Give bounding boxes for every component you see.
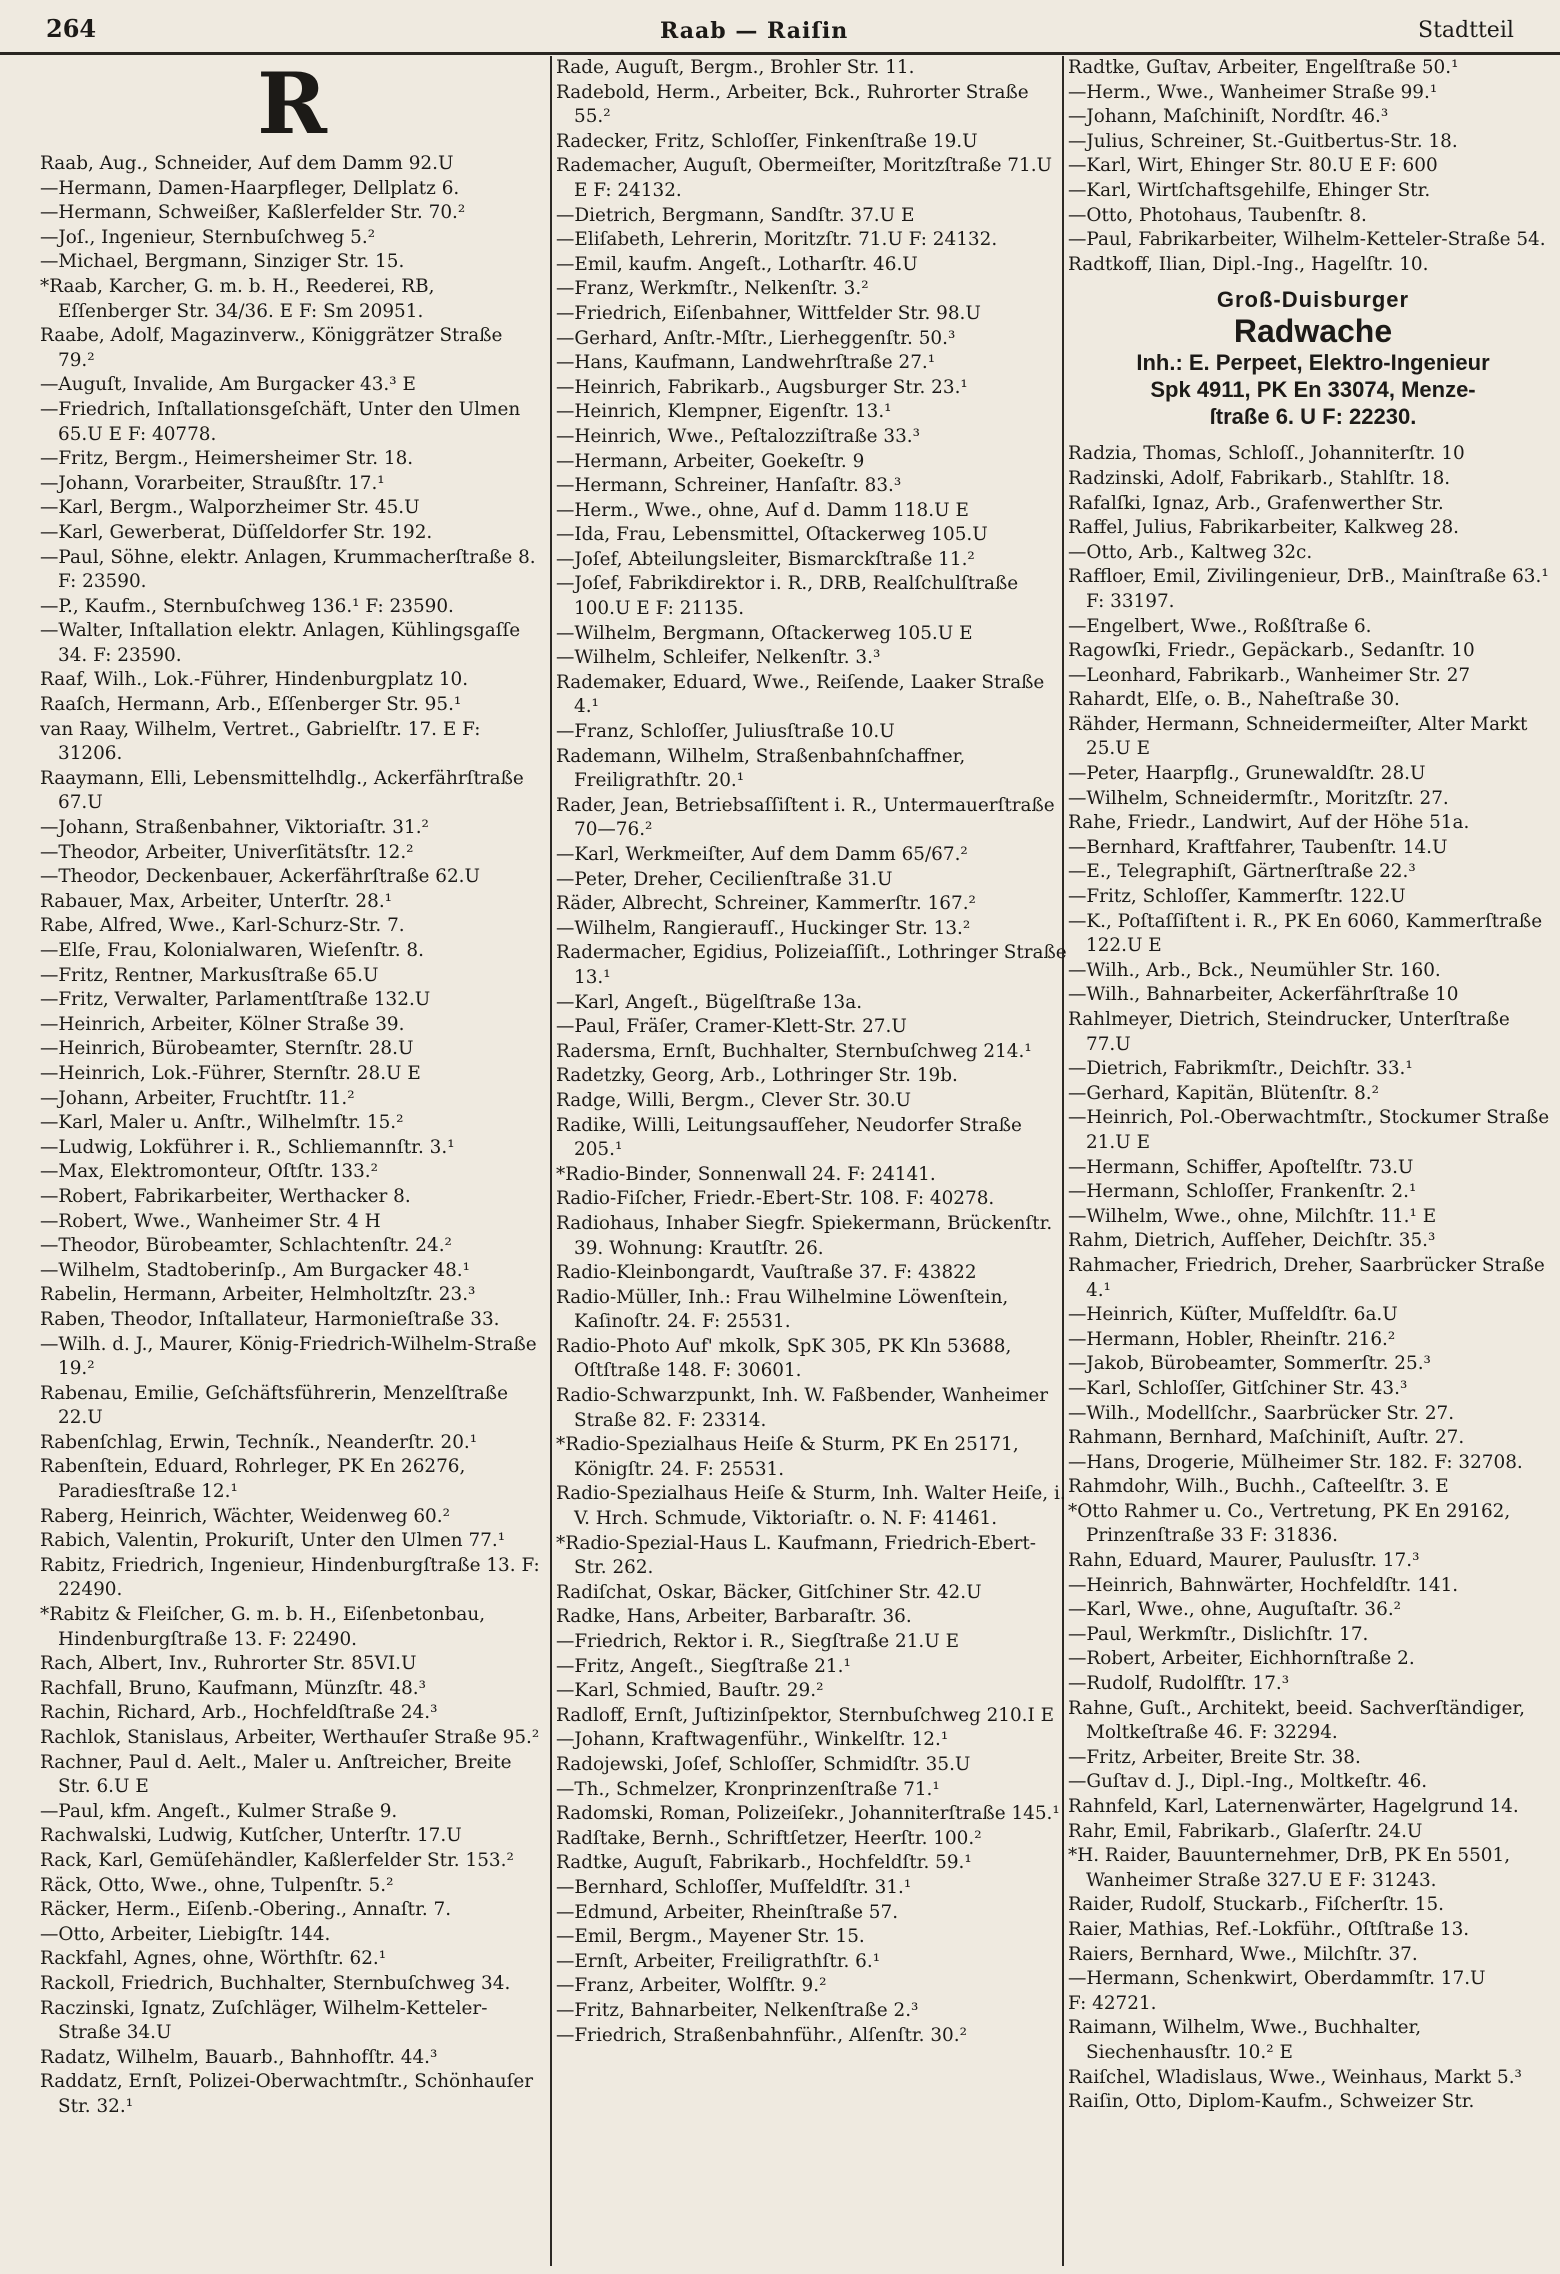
directory-entry: —Otto, Arbeiter, Liebigſtr. 144.: [40, 1923, 331, 1945]
directory-entry: Rabenſchlag, Erwin, Techník., Neanderſtr. 20.¹: [40, 1431, 478, 1453]
directory-entry: Radio-Schwarzpunkt, Inh. W. Faßbender, Wanheimer Straße 82. F: 23314.: [556, 1385, 1049, 1431]
directory-entry: Radtke, Auguſt, Fabrikarb., Hochfeldſtr. 59.¹: [556, 1852, 972, 1874]
ad-line: Spk 4911, PK En 33074, Menze-: [1150, 377, 1476, 403]
directory-entry: —Emil, kaufm. Angeſt., Lotharſtr. 46.U: [556, 253, 918, 275]
directory-entry: —Fritz, Angeſt., Siegſtraße 21.¹: [556, 1655, 851, 1677]
directory-entry: —Peter, Haarpflg., Grunewaldſtr. 28.U: [1068, 763, 1426, 785]
directory-entry: Raddatz, Ernſt, Polizei-Oberwachtmſtr., Schönhauſer Str. 32.¹: [40, 2071, 534, 2117]
directory-entry: —Jakob, Bürobeamter, Sommerſtr. 25.³: [1068, 1353, 1431, 1375]
directory-entry: —Paul, Söhne, elektr. Anlagen, Krummacherſtraße 8. F: 23590.: [40, 546, 536, 593]
directory-entry: —Heinrich, Bahnwärter, Hochfeldſtr. 141.: [1068, 1574, 1459, 1596]
directory-entry: Radio-Spezialhaus Heiſe & Sturm, Inh. Walter Heiſe, i. V. Hrch. Schmude, Viktoriaſtr. o. N. F: 41461.: [556, 1483, 1066, 1530]
directory-entry: *Otto Rahmer u. Co., Vertretung, PK En 29162, Prinzenſtraße 33 F: 31836.: [1068, 1500, 1511, 1547]
directory-entry: Rack, Karl, Gemüſehändler, Kaßlerfelder Str. 153.²: [40, 1849, 514, 1871]
directory-entry: —Heinrich, Lok.-Führer, Sternſtr. 28.U E: [40, 1062, 421, 1084]
directory-entry: —Franz, Werkmſtr., Nelkenſtr. 3.²: [556, 278, 869, 300]
directory-entry: —Hermann, Schenkwirt, Oberdammſtr. 17.U: [1068, 1968, 1486, 1990]
directory-entry: —Johann, Arbeiter, Fruchtſtr. 11.²: [40, 1087, 355, 1109]
directory-entry: —Guſtav d. J., Dipl.-Ing., Moltkeſtr. 46.: [1068, 1771, 1428, 1793]
directory-entry: —Friedrich, Straßenbahnführ., Alſenſtr. 30.²: [556, 2024, 967, 2046]
directory-entry: Radtkoff, Ilian, Dipl.-Ing., Hagelſtr. 10.: [1068, 253, 1429, 275]
directory-entry: Rafalſki, Ignaz, Arb., Grafenwerther Str.: [1068, 492, 1444, 514]
directory-entry: —Fritz, Verwalter, Parlamentſtraße 132.U: [40, 989, 431, 1011]
directory-entry: —Robert, Wwe., Wanheimer Str. 4 H: [40, 1210, 381, 1232]
directory-entry: Raiers, Bernhard, Wwe., Milchſtr. 37.: [1068, 1943, 1418, 1965]
directory-entry: —Otto, Photohaus, Taubenſtr. 8.: [1068, 204, 1367, 226]
directory-entry: Rachlok, Stanislaus, Arbeiter, Werthauſer Straße 95.²: [40, 1727, 540, 1748]
directory-entry: —Fritz, Arbeiter, Breite Str. 38.: [1068, 1746, 1361, 1768]
directory-entry: —Johann, Maſchiniſt, Nordſtr. 46.³: [1068, 106, 1389, 128]
directory-entry: Raiſchel, Wladislaus, Wwe., Weinhaus, Markt 5.³: [1068, 2066, 1522, 2088]
directory-entry: Rademacher, Auguſt, Obermeiſter, Moritzſtraße 71.U E F: 24132.: [556, 155, 1053, 201]
column-2: [556, 56, 1068, 2048]
directory-entry: Raczinski, Ignatz, Zuſchläger, Wilhelm-Ketteler-Straße 34.U: [40, 1997, 488, 2044]
directory-entry: *Radio-Spezial-Haus L. Kaufmann, Friedrich-Ebert-Str. 262.: [556, 1532, 1037, 1579]
directory-entry: —Karl, Bergm., Walporzheimer Str. 45.U: [40, 497, 420, 519]
directory-entry: —Theodor, Deckenbauer, Ackerfährſtraße 62.U: [40, 866, 481, 888]
directory-entry: —Dietrich, Fabrikmſtr., Deichſtr. 33.¹: [1068, 1058, 1413, 1080]
directory-entry: Radzinski, Adolf, Fabrikarb., Stahlſtr. 18.: [1068, 467, 1451, 489]
running-title: Raab — Raiſin: [660, 18, 849, 44]
directory-entry: Radecker, Fritz, Schloſſer, Finkenſtraße 19.U: [556, 130, 978, 152]
directory-entry: Ragowſki, Friedr., Gepäckarb., Sedanſtr. 10: [1068, 640, 1475, 662]
directory-entry: Raffel, Julius, Fabrikarbeiter, Kalkweg 28.: [1068, 517, 1460, 539]
directory-entry: —Heinrich, Bürobeamter, Sternſtr. 28.U: [40, 1038, 414, 1060]
directory-entry: Rahr, Emil, Fabrikarb., Glaſerſtr. 24.U: [1068, 1820, 1423, 1842]
directory-entry: Radomski, Roman, Polizeiſekr., Johanniterſtraße 145.¹: [556, 1803, 1060, 1825]
directory-entry: —Paul, Fabrikarbeiter, Wilhelm-Ketteler-Straße 54.: [1068, 229, 1546, 251]
directory-entry: —Walter, Inſtallation elektr. Anlagen, Kühlingsgaſſe 34. F: 23590.: [40, 620, 521, 666]
directory-entry: —Friedrich, Rektor i. R., Siegſtraße 21.U E: [556, 1631, 960, 1652]
directory-entry: Rabenſtein, Eduard, Rohrleger, PK En 26276, Paradiesſtraße 12.¹: [40, 1456, 466, 1503]
directory-entry: Radio-Müller, Inh.: Frau Wilhelmine Löwenſtein, Kaſinoſtr. 24. F: 25531.: [556, 1286, 1009, 1333]
directory-entry: —Robert, Arbeiter, Eichhornſtraße 2.: [1068, 1648, 1415, 1670]
directory-entry: —Rudolf, Rudolfſtr. 17.³: [1068, 1673, 1290, 1695]
directory-entry: Rabauer, Max, Arbeiter, Unterſtr. 28.¹: [40, 890, 393, 912]
directory-entry: —Emil, Bergm., Mayener Str. 15.: [556, 1926, 865, 1948]
directory-entry: —Karl, Wwe., ohne, Auguſtaſtr. 36.²: [1068, 1599, 1402, 1621]
directory-entry: —Karl, Wirtſchaftsgehilfe, Ehinger Str.: [1068, 179, 1431, 201]
directory-entry: —Bernhard, Schloſſer, Muſfeldſtr. 31.¹: [556, 1876, 912, 1898]
directory-entry: *H. Raider, Bauunternehmer, DrB, PK En 5501, Wanheimer Straße 327.U E F: 31243.: [1068, 1845, 1511, 1891]
directory-entry: —Heinrich, Wwe., Peſtalozziſtraße 33.³: [556, 425, 921, 447]
directory-entry: —Gerhard, Kapitän, Blütenſtr. 8.²: [1068, 1082, 1380, 1104]
directory-entry: Radike, Willi, Leitungsaufſeher, Neudorfer Straße 205.¹: [556, 1114, 1022, 1161]
directory-entry: —Hermann, Schreiner, Hanſaſtr. 83.³: [556, 475, 902, 497]
directory-entry: Rähder, Hermann, Schneidermeiſter, Alter Markt 25.U E: [1068, 713, 1528, 760]
directory-entry: Rahn, Eduard, Maurer, Paulusſtr. 17.³: [1068, 1550, 1420, 1572]
directory-entry: —Wilhelm, Wwe., ohne, Milchſtr. 11.¹ E: [1068, 1205, 1437, 1227]
directory-entry: —Karl, Angeſt., Bügelſtraße 13a.: [556, 991, 863, 1013]
directory-entry: Rackfahl, Agnes, ohne, Wörthſtr. 62.¹: [40, 1948, 387, 1970]
directory-entry: —Paul, Werkmſtr., Dislichſtr. 17.: [1068, 1623, 1369, 1645]
directory-entry: —Theodor, Bürobeamter, Schlachtenſtr. 24.²: [40, 1235, 452, 1257]
directory-entry: Radetzky, Georg, Arb., Lothringer Str. 19b.: [556, 1065, 958, 1087]
directory-entry: Radojewski, Joſef, Schloſſer, Schmidſtr. 35.U: [556, 1753, 971, 1775]
directory-entry: —Fritz, Schloſſer, Kammerſtr. 122.U: [1068, 886, 1406, 908]
directory-entry: Radebold, Herm., Arbeiter, Bck., Ruhrorter Straße 55.²: [556, 81, 1029, 128]
entry-list: [556, 56, 1068, 2048]
directory-entry: —Eliſabeth, Lehrerin, Moritzſtr. 71.U F: 24132.: [556, 229, 998, 251]
directory-entry: —Hermann, Schloſſer, Frankenſtr. 2.¹: [1068, 1181, 1417, 1203]
directory-entry: Rach, Albert, Inv., Ruhrorter Str. 85VI.U: [40, 1653, 417, 1675]
directory-entry: —Ernſt, Arbeiter, Freiligrathſtr. 6.¹: [556, 1950, 881, 1972]
directory-entry: Radatz, Wilhelm, Bauarb., Bahnhofſtr. 44.³: [40, 2046, 438, 2068]
directory-entry: Radio-Fiſcher, Friedr.-Ebert-Str. 108. F: 40278.: [556, 1188, 995, 1210]
directory-entry: —Karl, Schmied, Bauſtr. 29.²: [556, 1680, 824, 1702]
directory-entry: Radersma, Ernſt, Buchhalter, Sternbuſchweg 214.¹: [556, 1040, 1032, 1062]
directory-entry: —Engelbert, Wwe., Roßſtraße 6.: [1068, 615, 1372, 637]
directory-entry: —Edmund, Arbeiter, Rheinſtraße 57.: [556, 1901, 899, 1923]
directory-entry: Raiſin, Otto, Diplom-Kaufm., Schweizer Str.: [1068, 2091, 1475, 2113]
directory-entry: Radſtake, Bernh., Schriftſetzer, Heerſtr. 100.²: [556, 1827, 982, 1849]
directory-entry: —K., Poſtaſſiſtent i. R., PK En 6060, Kammerſtraße 122.U E: [1068, 910, 1543, 957]
directory-entry: —Hans, Kaufmann, Landwehrſtraße 27.¹: [556, 352, 936, 374]
directory-entry: Rademann, Wilhelm, Straßenbahnſchaffner, Freiligrathſtr. 20.¹: [556, 745, 966, 792]
directory-entry: Rader, Jean, Betriebsaſſiſtent i. R., Untermauerſtraße 70—76.²: [556, 794, 1055, 841]
entry-list: [40, 152, 544, 2120]
directory-entry: Räder, Albrecht, Schreiner, Kammerſtr. 167.²: [556, 893, 976, 915]
directory-entry: —Wilh., Arb., Bck., Neumühler Str. 160.: [1068, 959, 1441, 981]
directory-entry: —Wilhelm, Schleifer, Nelkenſtr. 3.³: [556, 647, 881, 669]
directory-entry: Rabelin, Hermann, Arbeiter, Helmholtzſtr. 23.³: [40, 1284, 476, 1306]
directory-entry: —Dietrich, Bergmann, Sandſtr. 37.U E: [556, 204, 915, 226]
directory-entry: —Wilhelm, Bergmann, Oſtackerweg 105.U E: [556, 622, 973, 644]
directory-entry: —Johann, Vorarbeiter, Straußſtr. 17.¹: [40, 472, 385, 494]
directory-entry: —Karl, Schloſſer, Gitſchiner Str. 43.³: [1068, 1377, 1408, 1399]
directory-entry: —Karl, Wirt, Ehinger Str. 80.U E F: 600: [1068, 155, 1438, 177]
directory-entry: Radtke, Guſtav, Arbeiter, Engelſtraße 50.¹: [1068, 57, 1459, 78]
directory-entry: —Peter, Dreher, Cecilienſtraße 31.U: [556, 868, 893, 890]
directory-entry: —Heinrich, Klempner, Eigenſtr. 13.¹: [556, 401, 892, 423]
directory-entry: Raben, Theodor, Inſtallateur, Harmonieſtraße 33.: [40, 1308, 500, 1330]
directory-entry: Rahne, Guſt., Architekt, beeid. Sachverſtändiger, Moltkeſtraße 46. F: 32294.: [1068, 1697, 1525, 1744]
directory-entry: —Fritz, Bergm., Heimersheimer Str. 18.: [40, 448, 414, 470]
directory-entry: Radiſchat, Oskar, Bäcker, Gitſchiner Str. 42.U: [556, 1581, 982, 1603]
directory-entry: —Fritz, Bahnarbeiter, Nelkenſtraße 2.³: [556, 1999, 919, 2021]
column-divider: [550, 56, 552, 2266]
directory-entry: Rademaker, Eduard, Wwe., Reiſende, Laaker Straße 4.¹: [556, 671, 1045, 718]
directory-entry: —Johann, Straßenbahner, Viktoriaſtr. 31.²: [40, 817, 429, 839]
directory-entry: —Franz, Schloſſer, Juliusſtraße 10.U: [556, 721, 895, 743]
directory-entry: —Hermann, Schweißer, Kaßlerfelder Str. 70.²: [40, 202, 466, 224]
directory-entry: Räck, Otto, Wwe., ohne, Tulpenſtr. 5.²: [40, 1874, 394, 1896]
directory-entry: —Wilhelm, Rangieraufſ., Huckinger Str. 13.²: [556, 917, 971, 939]
entry-list: [1068, 442, 1558, 2114]
directory-entry: *Rabitz & Fleiſcher, G. m. b. H., Eiſenbetonbau, Hindenburgſtraße 13. F: 22490.: [40, 1604, 486, 1650]
directory-entry: —Elſe, Frau, Kolonialwaren, Wieſenſtr. 8.: [40, 940, 424, 961]
directory-entry: —Paul, Fräſer, Cramer-Klett-Str. 27.U: [556, 1016, 907, 1038]
directory-entry: —Robert, Fabrikarbeiter, Werthacker 8.: [40, 1185, 411, 1207]
directory-entry: Radke, Hans, Arbeiter, Barbaraſtr. 36.: [556, 1606, 912, 1628]
directory-entry: —Auguſt, Invalide, Am Burgacker 43.³ E: [40, 374, 416, 396]
directory-entry: Rabitz, Friedrich, Ingenieur, Hindenburgſtraße 13. F: 22490.: [40, 1554, 540, 1601]
directory-entry: —E., Telegraphiſt, Gärtnerſtraße 22.³: [1068, 861, 1416, 883]
directory-entry: —Otto, Arb., Kaltweg 32c.: [1068, 541, 1313, 563]
directory-entry: —Johann, Kraftwagenführ., Winkelſtr. 12.¹: [556, 1729, 949, 1751]
page-number: 264: [46, 14, 97, 43]
column-1: [40, 56, 544, 2120]
ad-line: Inh.: E. Perpeet, Elektro-Ingenieur: [1136, 350, 1490, 376]
directory-entry: Raimann, Wilhelm, Wwe., Buchhalter, Siechenhausſtr. 10.² E: [1068, 2017, 1422, 2063]
directory-entry: Rachner, Paul d. Aelt., Maler u. Anſtreicher, Breite Str. 6.U E: [40, 1751, 512, 1798]
directory-entry: —Theodor, Arbeiter, Univerſitätsſtr. 12.²: [40, 841, 414, 863]
directory-entry: —Karl, Maler u. Anſtr., Wilhelmſtr. 15.²: [40, 1112, 404, 1134]
directory-entry: —Ludwig, Lokführer i. R., Schliemannſtr. 3.¹: [40, 1136, 455, 1158]
directory-entry: —Heinrich, Pol.-Oberwachtmſtr., Stockumer Straße 21.U E: [1068, 1107, 1550, 1153]
directory-entry: —Hermann, Hobler, Rheinſtr. 216.²: [1068, 1328, 1396, 1350]
directory-entry: Raider, Rudolf, Stuckarb., Fiſcherſtr. 15.: [1068, 1894, 1445, 1916]
directory-entry: —Herm., Wwe., Wanheimer Straße 99.¹: [1068, 81, 1438, 103]
directory-entry: —Th., Schmelzer, Kronprinzenſtraße 71.¹: [556, 1778, 940, 1800]
directory-entry: —Heinrich, Fabrikarb., Augsburger Str. 23.¹: [556, 376, 968, 398]
directory-entry: Raab, Aug., Schneider, Auf dem Damm 92.U: [40, 153, 454, 174]
entry-list: [1068, 56, 1558, 277]
directory-entry: Raberg, Heinrich, Wächter, Weidenweg 60.²: [40, 1505, 450, 1527]
directory-entry: Rabich, Valentin, Prokuriſt, Unter den Ulmen 77.¹: [40, 1530, 506, 1552]
directory-entry: Raffloer, Emil, Zivilingenieur, DrB., Mainſtraße 63.¹ F: 33197.: [1068, 566, 1549, 612]
directory-entry: Rabenau, Emilie, Geſchäftsführerin, Menzelſtraße 22.U: [40, 1382, 508, 1429]
directory-entry: Räcker, Herm., Eiſenb.-Obering., Annaſtr. 7.: [40, 1899, 452, 1921]
directory-entry: Raaſch, Hermann, Arb., Eſſenberger Str. 95.¹: [40, 694, 462, 716]
directory-entry: —Wilhelm, Stadtoberinſp., Am Burgacker 48.¹: [40, 1259, 470, 1281]
directory-entry: —Wilh. d. J., Maurer, König-Friedrich-Wilhelm-Straße 19.²: [40, 1333, 537, 1380]
directory-entry: —Michael, Bergmann, Sinziger Str. 15.: [40, 251, 405, 273]
directory-entry: Rackoll, Friedrich, Buchhalter, Sternbuſchweg 34.: [40, 1972, 511, 1994]
directory-entry: —Wilh., Modellſchr., Saarbrücker Str. 27.: [1068, 1402, 1455, 1424]
directory-entry: Rahmann, Bernhard, Maſchiniſt, Auſtr. 27.: [1068, 1427, 1465, 1449]
directory-entry: Radermacher, Egidius, Polizeiaſſiſt., Lothringer Straße 13.¹: [556, 942, 1067, 988]
directory-entry: —Friedrich, Eiſenbahner, Wittfelder Str. 98.U: [556, 302, 981, 324]
directory-entry: —Paul, kfm. Angeſt., Kulmer Straße 9.: [40, 1800, 398, 1822]
directory-entry: Raabe, Adolf, Magazinverw., Königgrätzer Straße 79.²: [40, 325, 503, 371]
directory-entry: —Gerhard, Anſtr.-Mſtr., Lierheggenſtr. 50.³: [556, 327, 956, 349]
directory-entry: *Radio-Spezialhaus Heiſe & Sturm, PK En 25171, Königſtr. 24. F: 25531.: [556, 1434, 1019, 1480]
directory-entry: Rahmdohr, Wilh., Buchh., Caſteelſtr. 3. E: [1068, 1476, 1449, 1498]
directory-entry: —Hermann, Schiffer, Apoſtelſtr. 73.U: [1068, 1156, 1414, 1178]
directory-entry: —Max, Elektromonteur, Oſtſtr. 133.²: [40, 1161, 379, 1183]
directory-entry: Rahmacher, Friedrich, Dreher, Saarbrücker Straße 4.¹: [1068, 1254, 1545, 1301]
directory-entry: —Fritz, Rentner, Markusſtraße 65.U: [40, 964, 379, 986]
directory-entry: Radzia, Thomas, Schloſſ., Johanniterſtr. 10: [1068, 443, 1465, 465]
directory-entry: Radiohaus, Inhaber Siegfr. Spiekermann, Brückenſtr. 39. Wohnung: Krautſtr. 26.: [556, 1212, 1053, 1259]
directory-entry: Rabe, Alfred, Wwe., Karl-Schurz-Str. 7.: [40, 915, 405, 937]
directory-entry: —Hermann, Arbeiter, Goekeſtr. 9: [556, 450, 865, 472]
directory-entry: Raaf, Wilh., Lok.-Führer, Hindenburgplatz 10.: [40, 669, 469, 691]
directory-entry: —Karl, Gewerberat, Düſſeldorfer Str. 192.: [40, 521, 433, 543]
directory-entry: —Friedrich, Inſtallationsgeſchäft, Unter den Ulmen 65.U E F: 40778.: [40, 398, 521, 445]
directory-entry: Rachfall, Bruno, Kaufmann, Münzſtr. 48.³: [40, 1677, 426, 1699]
directory-entry: Raier, Mathias, Ref.-Lokführ., Oſtſtraße 13.: [1068, 1918, 1470, 1940]
ad-title: Radwache: [1233, 313, 1393, 350]
directory-entry: Rachin, Richard, Arb., Hochfeldſtraße 24.³: [40, 1702, 438, 1724]
directory-entry: Rahe, Friedr., Landwirt, Auf der Höhe 51a.: [1068, 812, 1470, 834]
ad-subtitle: Groß-Duisburger: [1216, 287, 1410, 313]
directory-entry: —Bernhard, Kraftfahrer, Taubenſtr. 14.U: [1068, 836, 1448, 858]
directory-entry: Rahardt, Elſe, o. B., Naheſtraße 30.: [1068, 689, 1400, 711]
directory-entry: Radio-Photo Auf' mkolk, SpK 305, PK Kln 53688, Oſtſtraße 148. F: 30601.: [556, 1335, 1012, 1382]
directory-entry: Raaymann, Elli, Lebensmittelhdlg., Ackerfährſtraße 67.U: [40, 767, 524, 814]
directory-entry: *Radio-Binder, Sonnenwall 24. F: 24141.: [556, 1163, 936, 1185]
directory-entry: Radio-Kleinbongardt, Vauſtraße 37. F: 43822: [556, 1262, 977, 1284]
directory-entry: van Raay, Wilhelm, Vertret., Gabrielſtr. 17. E F: 31206.: [40, 718, 481, 765]
directory-entry: Rahnfeld, Karl, Laternenwärter, Hagelgrund 14.: [1068, 1796, 1519, 1817]
directory-entry: —Heinrich, Küſter, Muſfeldſtr. 6a.U: [1068, 1304, 1398, 1326]
directory-entry: Rahm, Dietrich, Aufſeher, Deichſtr. 35.³: [1068, 1230, 1436, 1252]
directory-entry: —Joſef, Abteilungsleiter, Bismarckſtraße 11.²: [556, 548, 975, 570]
directory-entry: —Wilh., Bahnarbeiter, Ackerfährſtraße 10: [1068, 984, 1459, 1006]
column-3: [1068, 56, 1558, 2115]
directory-entry: —Hans, Drogerie, Mülheimer Str. 182. F: 32708.: [1068, 1451, 1523, 1473]
directory-entry: —Leonhard, Fabrikarb., Wanheimer Str. 27: [1068, 664, 1471, 686]
section-label: Stadtteil: [1418, 18, 1514, 43]
directory-entry: —Julius, Schreiner, St.-Guitbertus-Str. 18.: [1068, 130, 1458, 152]
directory-entry: —Joſef, Fabrikdirektor i. R., DRB, Realſchulſtraße 100.U E F: 21135.: [556, 573, 1019, 620]
directory-entry: Rade, Auguſt, Bergm., Brohler Str. 11.: [556, 57, 915, 78]
section-letter: R: [257, 56, 327, 153]
directory-entry: —Heinrich, Arbeiter, Kölner Straße 39.: [40, 1013, 405, 1035]
directory-entry: —Ida, Frau, Lebensmittel, Oſtackerweg 105.U: [556, 524, 988, 546]
directory-entry: *Raab, Karcher, G. m. b. H., Reederei, RB, Eſſenberger Str. 34/36. E F: Sm 20951.: [40, 275, 435, 322]
page-header: [0, 0, 1560, 55]
directory-entry: F: 42721.: [1068, 1992, 1157, 2014]
directory-entry: Radloff, Ernſt, Juſtizinſpektor, Sternbuſchweg 210.I E: [556, 1704, 1055, 1726]
ad-line: ſtraße 6. U F: 22230.: [1209, 404, 1417, 430]
directory-entry: Rahlmeyer, Dietrich, Steindrucker, Unterſtraße 77.U: [1068, 1009, 1510, 1055]
directory-entry: —P., Kaufm., Sternbuſchweg 136.¹ F: 23590.: [40, 595, 454, 617]
directory-entry: Radge, Willi, Bergm., Clever Str. 30.U: [556, 1089, 912, 1111]
directory-entry: —Wilhelm, Schneidermſtr., Moritzſtr. 27.: [1068, 787, 1449, 809]
directory-entry: —Franz, Arbeiter, Wolfſtr. 9.²: [556, 1975, 827, 1997]
directory-entry: —Karl, Werkmeiſter, Auf dem Damm 65/67.²: [556, 844, 968, 865]
directory-entry: —Hermann, Damen-Haarpfleger, Dellplatz 6.: [40, 177, 460, 199]
advertisement-radwache: [1068, 287, 1558, 430]
directory-entry: —Herm., Wwe., ohne, Auf d. Damm 118.U E: [556, 499, 969, 521]
directory-entry: Rachwalski, Ludwig, Kutſcher, Unterſtr. 17.U: [40, 1825, 462, 1847]
directory-entry: —Joſ., Ingenieur, Sternbuſchweg 5.²: [40, 226, 376, 248]
